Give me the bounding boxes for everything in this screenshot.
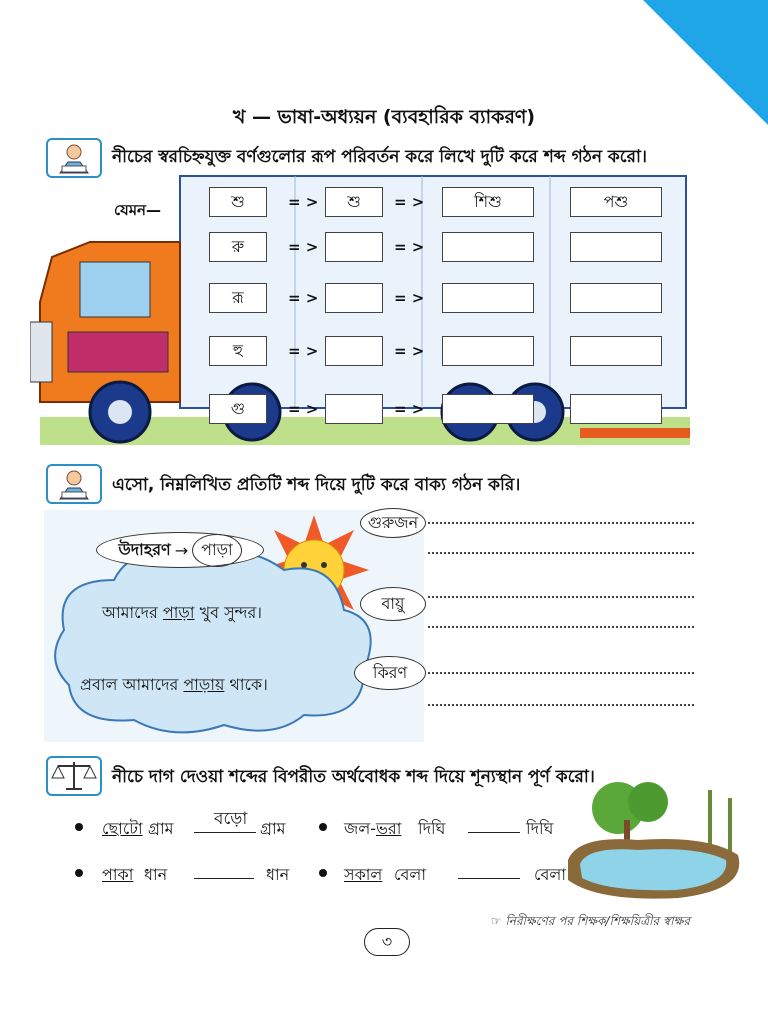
sentence-text: আমাদের	[102, 603, 163, 622]
word-oval: গুরুজন	[360, 508, 426, 538]
example-sentence-1	[102, 600, 262, 627]
answer-blank[interactable]	[458, 878, 520, 879]
bullet	[319, 823, 327, 831]
arrow: = >	[394, 238, 425, 256]
bullet	[75, 823, 83, 831]
word2-input[interactable]	[570, 283, 662, 313]
word2-input[interactable]	[570, 336, 662, 366]
arrow: = >	[394, 400, 425, 418]
letter-cell: রু	[209, 232, 267, 262]
noun: গ্রাম	[148, 819, 174, 838]
word2-input[interactable]	[570, 232, 662, 262]
answer-line[interactable]	[428, 522, 694, 524]
letter-cell: হু	[209, 336, 267, 366]
converted-input[interactable]	[325, 232, 383, 262]
answer-line[interactable]	[428, 596, 694, 598]
pond-illustration	[558, 780, 754, 906]
arrow: = >	[288, 289, 319, 307]
teacher-signature-note	[491, 913, 690, 933]
answer-line[interactable]	[428, 672, 694, 674]
noun: গ্রাম	[260, 819, 286, 838]
word1-input[interactable]	[442, 394, 534, 424]
underlined-word: পাকা	[102, 865, 134, 884]
section1-instruction: নীচের স্বরচিহ্নযুক্ত বর্ণগুলোর রূপ পরিবর্তন করে লিখে দুটি করে শব্দ গঠন করো।	[112, 147, 647, 167]
section2-instruction: এসো, নিম্নলিখিত প্রতিটি শব্দ দিয়ে দুটি করে বাক্য গঠন করি।	[112, 475, 521, 495]
word-prefix: জল-	[344, 819, 377, 838]
answer-blank[interactable]	[194, 878, 254, 879]
word1-input[interactable]	[442, 283, 534, 313]
word2-input[interactable]	[570, 394, 662, 424]
answer-line[interactable]	[428, 704, 694, 706]
noun: দিঘি	[418, 819, 446, 838]
converted-input[interactable]	[325, 283, 383, 313]
word-oval: বায়ু	[360, 587, 426, 621]
sentence-keyword: পাড়া	[162, 603, 195, 622]
hand-pointer-icon: ☞	[490, 914, 502, 928]
converted-input[interactable]	[325, 336, 383, 366]
sentence-text: খুব সুন্দর।	[194, 603, 263, 622]
example-word: পাড়া	[192, 534, 242, 567]
arrow: = >	[288, 238, 319, 256]
sentence-text: থাকে।	[224, 675, 268, 694]
bullet	[319, 869, 327, 877]
arrow: = >	[288, 400, 319, 418]
answer-line[interactable]	[428, 552, 694, 554]
example-sentence-2	[80, 672, 268, 699]
bullet	[75, 869, 83, 877]
example-arrow: →	[174, 540, 189, 560]
answer-text: বড়ো	[214, 809, 248, 829]
answer-blank[interactable]	[194, 832, 256, 833]
word-oval: কিরণ	[354, 656, 426, 690]
noun: বেলা	[394, 865, 426, 884]
answer-blank[interactable]	[468, 832, 520, 833]
example-label: যেমন—	[114, 201, 162, 219]
noun: ধান	[266, 865, 290, 884]
underlined-word: ভরা	[376, 819, 402, 838]
balance-scale-icon	[46, 756, 102, 796]
letter-cell: গু	[209, 394, 267, 424]
answer-line[interactable]	[428, 626, 694, 628]
arrow: = >	[288, 342, 319, 360]
note-text: নিরীক্ষণের পর শিক্ষক/শিক্ষয়িত্রীর স্বাক্ষর	[505, 914, 690, 928]
letter-cell: শু	[209, 187, 267, 217]
example-label: উদাহরণ	[118, 539, 171, 559]
word1-cell: শিশু	[442, 187, 534, 217]
word2-cell: পশু	[570, 187, 662, 217]
noun: দিঘি	[526, 819, 554, 838]
arrow: = >	[394, 342, 425, 360]
page-number: ৩	[364, 928, 410, 956]
underlined-word: সকাল	[344, 865, 383, 884]
arrow: = >	[288, 193, 319, 211]
sentence-keyword: পাড়ায়	[183, 675, 225, 694]
noun: ধান	[144, 865, 168, 884]
reading-child-icon	[46, 464, 102, 504]
example-oval	[96, 532, 264, 568]
word1-input[interactable]	[442, 336, 534, 366]
section3-instruction: নীচে দাগ দেওয়া শব্দের বিপরীত অর্থবোধক শব্দ দিয়ে শূন্যস্থান পূর্ণ করো।	[112, 767, 595, 787]
section-heading: খ — ভাষা-অধ্যয়ন (ব্যবহারিক ব্যাকরণ)	[232, 106, 536, 128]
converted-cell: শু	[325, 187, 383, 217]
underlined-word: ছোটো	[102, 819, 143, 838]
arrow: = >	[394, 289, 425, 307]
converted-input[interactable]	[325, 394, 383, 424]
noun: বেলা	[534, 865, 566, 884]
word1-input[interactable]	[442, 232, 534, 262]
letter-cell: রূ	[209, 283, 267, 313]
arrow: = >	[394, 193, 425, 211]
sentence-text: প্রবাল আমাদের	[80, 675, 184, 694]
